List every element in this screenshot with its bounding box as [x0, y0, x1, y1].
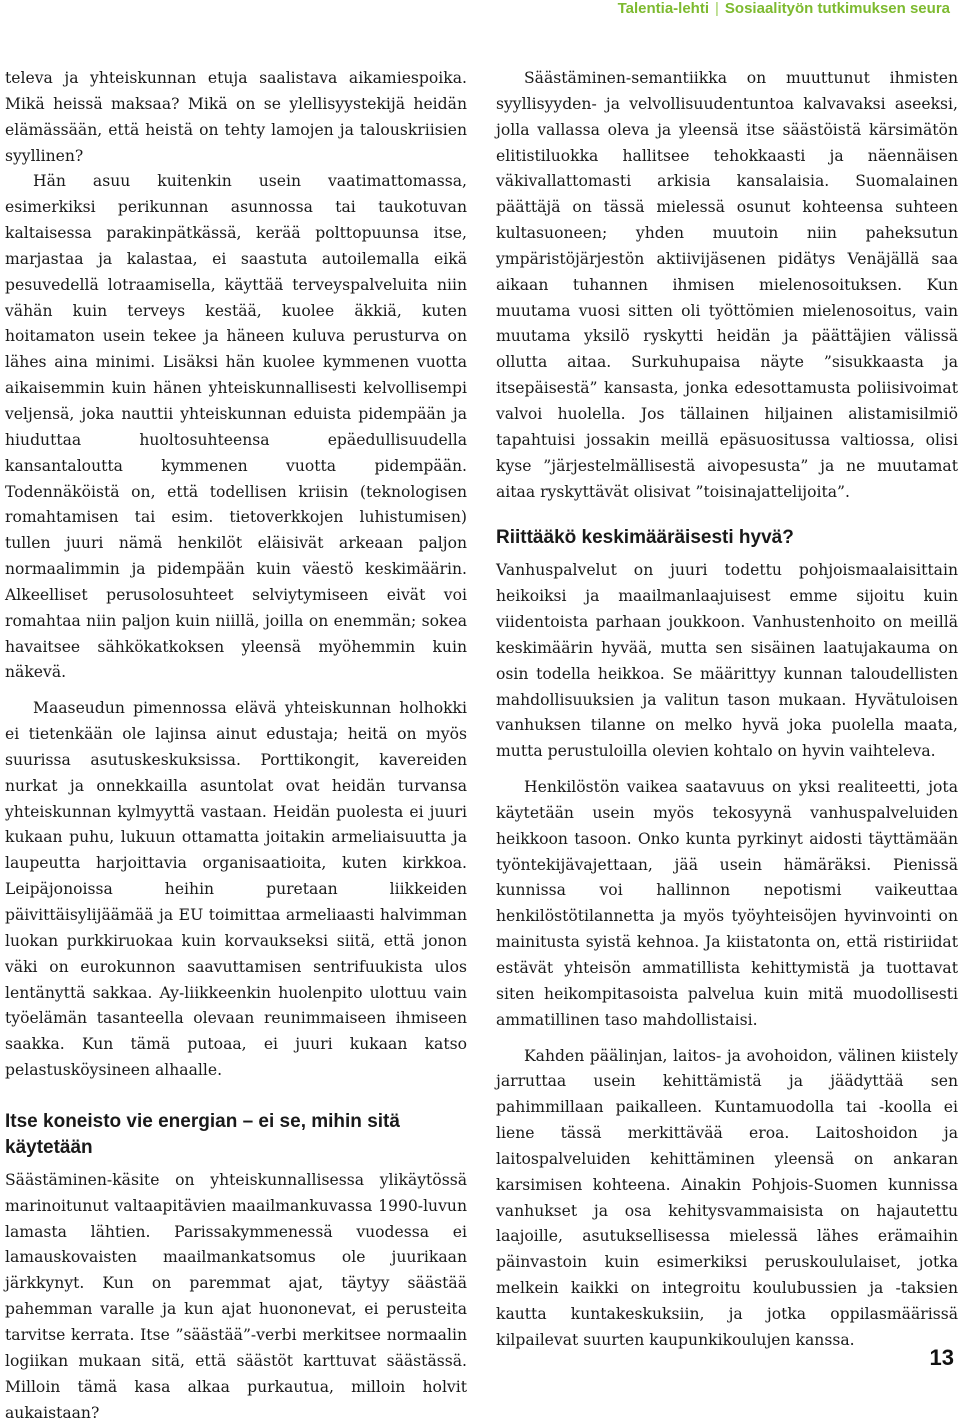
- left-paragraph-3: Maaseudun pimennossa elävä yhteiskunnan holhokki ei tietenkään ole lajinsa ainut edustaja; heitä on myös suurissa asutuskeskuksissa. Porttikongit, kavereiden nurkat ja onnekkailla asuntolat ovat heidän turvansa yhteiskunnan kylmyyttä vastaan. Heidän puolesta ei juuri kukaan puhu, lukuun ottamatta joitakin armeliaisuutta ja laupeutta harjoittavia organisaatioita, kuten kirkkoa. Leipäjonoissa heihin puretaan liikkeiden päivittäisylijäämää ja EU toimittaa armeliaasti halvimman luokan purkkiruokaa kuin korvaukseksi siitä, että jonon väki on eurokunnon saavuttamisen sentrifuukista ulos lentänyttä sakkaa. Ay-liikkeenkin huolenpito ulottuu vain työelämän tasanteella olevaan reunimmaiseen ihmiseen saakka. Kun tämä putoaa, ei juuri kukaan katso pelastusköysineen alhaalle.: [5, 699, 467, 1080]
- running-header: [618, 0, 950, 22]
- page-number: 13: [929, 1345, 954, 1370]
- right-paragraph-4: Kahden päälinjan, laitos- ja avohoidon, välinen kiistely jarruttaa usein kehittämistä ja jäädyttää sen pahimmillaan paikalleen. Kuntamuodolla tai -koolla ei liene tässä merkittävää eroa. Laitoshoidon ja laitospalveluiden kehittäminen yleensä on ankaran karsimisen kohteena. Ainakin Pohjois-Suomen kunnissa vanhukset ja osa kehitysvammaisista on hajautettu laajoille, asutuksellisessa mielessä lähes erämaihin päinvastoin kuin esimerkiksi peruskoululaiset, jotka melkein kaikki on integroitu koulubussien ja -taksien kautta kuntakeskuksiin, ja jotka oppilasmäärissä kilpailevat suurten kaupunkikoulujen kanssa.: [496, 1046, 958, 1349]
- left-paragraph-4: Säästäminen-käsite on yhteiskunnallisessa ylikäytössä marinoitunut valtaapitävien maailmankuvassa 1990-luvun lamasta lähtien. Parissakymmenessä vuodessa ei lamauskovaisten maailmankatsomus ole juurikaan järkkynyt. Kun on paremmat ajat, täytyy säästää pahemman varalle ja kun ajat huononevat, ei perusteita tarvitse kerrata. Itse ”säästää”-verbi merkitsee normaalin logiikan mukaan sitä, että säästöt karttuvat säästässä. Milloin tämä kasa alkaa purkautua, milloin holvit aukaistaan?: [5, 1170, 467, 1422]
- right-column: [496, 66, 958, 1354]
- right-paragraph-1: Säästäminen-semantiikka on muuttunut ihmisten syyllisyyden- ja velvollisuudentuntoa kalvavaksi aseeksi, jolla vallassa oleva ja yleensä itse säästöistä kärsimätön elitistiluokka hallitsee tehokkaasti ja näennäisen väkivallattomasti arkisia kansalaisia. Suomalainen päättäjä on tässä mielessä osunut kohteensa suhteen kultasuoneen; yhden muutoin niin paheksutun ympäristöjärjestön aktiivijäsenen pidätys Venäjällä saa aikaan tuhannen ihmisen mielenosoituksen. Kun muutama vuosi sitten oli työttömien mielenosoitus, vain muutama yksilö ryskytti heidän ja päättäjien välissä ollutta aitaa. Surkuhupaisa näyte ”sisukkaasta ja itsepäisestä” kansasta, jonka edesottamusta poliisivoimat valvoi huolella. Jos tällainen hiljainen alistamisilmiö tapahtuisi jossakin meillä epäsuositussa valtiossa, olisi kyse ”järjestelmällisestä aivopesusta” ja ne muutamat aitaa ryskyttävät olisivat ”toisinajattelijoita”.: [496, 69, 958, 501]
- section-heading-average: Riittääkö keskimääräisesti hyvä?: [496, 527, 794, 549]
- right-paragraph-2: Vanhuspalvelut on juuri todettu pohjoismaalaisittain heikoiksi ja maailmanlaajuisest emme sijoitu kuin viidentoista parhaan joukkoon. Vanhustenhoito on meillä keskimäärin hyvää, mutta sen sisäinen laatujakauma on osin todella heikkoa. Se määrittyy kunnan taloudellisten mahdollisuuksien ja valitun tason mukaan. Hyvätuloisen vanhuksen tilanne on melko hyvä joka puolella maata, mutta perustuloilla olevien kohtalo on hyvin vaihteleva.: [496, 561, 958, 761]
- left-paragraph-1: televa ja yhteiskunnan etuja saalistava aikamiespoika. Mikä heissä maksaa? Mikä on se ylellisyystekijä heidän elämässään, että heistä on tehty lamojen ja talouskriisien syyllinen?: [5, 69, 467, 165]
- section-name: Sosiaalityön tutkimuksen seura: [724, 0, 950, 17]
- header-separator: |: [715, 0, 719, 17]
- publication-name: Talentia-lehti: [617, 0, 710, 17]
- section-heading-energy: Itse koneisto vie energian – ei se, mihin sitä käytetään: [5, 1110, 400, 1158]
- right-paragraph-3: Henkilöstön vaikea saatavuus on yksi realiteetti, jota käytetään usein myös tekosyynä vanhuspalveluiden heikkoon tasoon. Onko kunta pyrkinyt aidosti täyttämään työntekijävajettaan, jää usein hämäräksi. Pienissä kunnissa voi hallinnon nepotismi vaikeuttaa henkilöstötilannetta ja myös työyhteisöjen hyvinvointi on mainitusta syistä kehnoa. Ja kiistatonta on, että ristiriidat estävät yhteisön ammatillista kehittymistä ja tuottavat siten heikompitasoista palvelua kuin mitä muodollisesti ammatillinen taso mahdollistaisi.: [496, 778, 958, 1029]
- left-column: [5, 66, 467, 1426]
- left-paragraph-2: Hän asuu kuitenkin usein vaatimattomassa, esimerkiksi perikunnan asunnossa tai taukotuvan kaltaisessa parakinpätkässä, kerää polttopuunsa itse, marjastaa ja kalastaa, ei saastuta autoilemalla eikä pesuvedellä lotraamisella, käyttää terveyspalveluita niin vähän kuin terveys kestää, kuolee äkkiä, kuten hoitamaton usein tekee ja häneen kuluva perusturva on lähes aina minimi. Lisäksi hän kuolee kymmenen vuotta aikaisemmin kuin hänen yhteiskunnallisesti kelvollisempi veljensä, joka nauttii yhteiskunnan eduista pidempään ja hiuduttaa huoltosuhteensa epäedullisuudella kansantaloutta kymmenen vuotta pidempään. Todennäköistä on, että todellisen kriisin (teknologisen romahtamisen tai esim. tietoverkkojen luhistumisen) tullen juuri nämä henkilöt eläisivät arkeaan paljon normaalimmin ja pidempään kuin väestö keskimäärin. Alkeelliset perusolosuhteet selviytymiseen eivät voi romahtaa niin paljon kuin niillä, joilla on enemmän; sokea havaitsee sähkökatkoksen yleensä myöhemmin kuin näkevä.: [5, 172, 467, 682]
